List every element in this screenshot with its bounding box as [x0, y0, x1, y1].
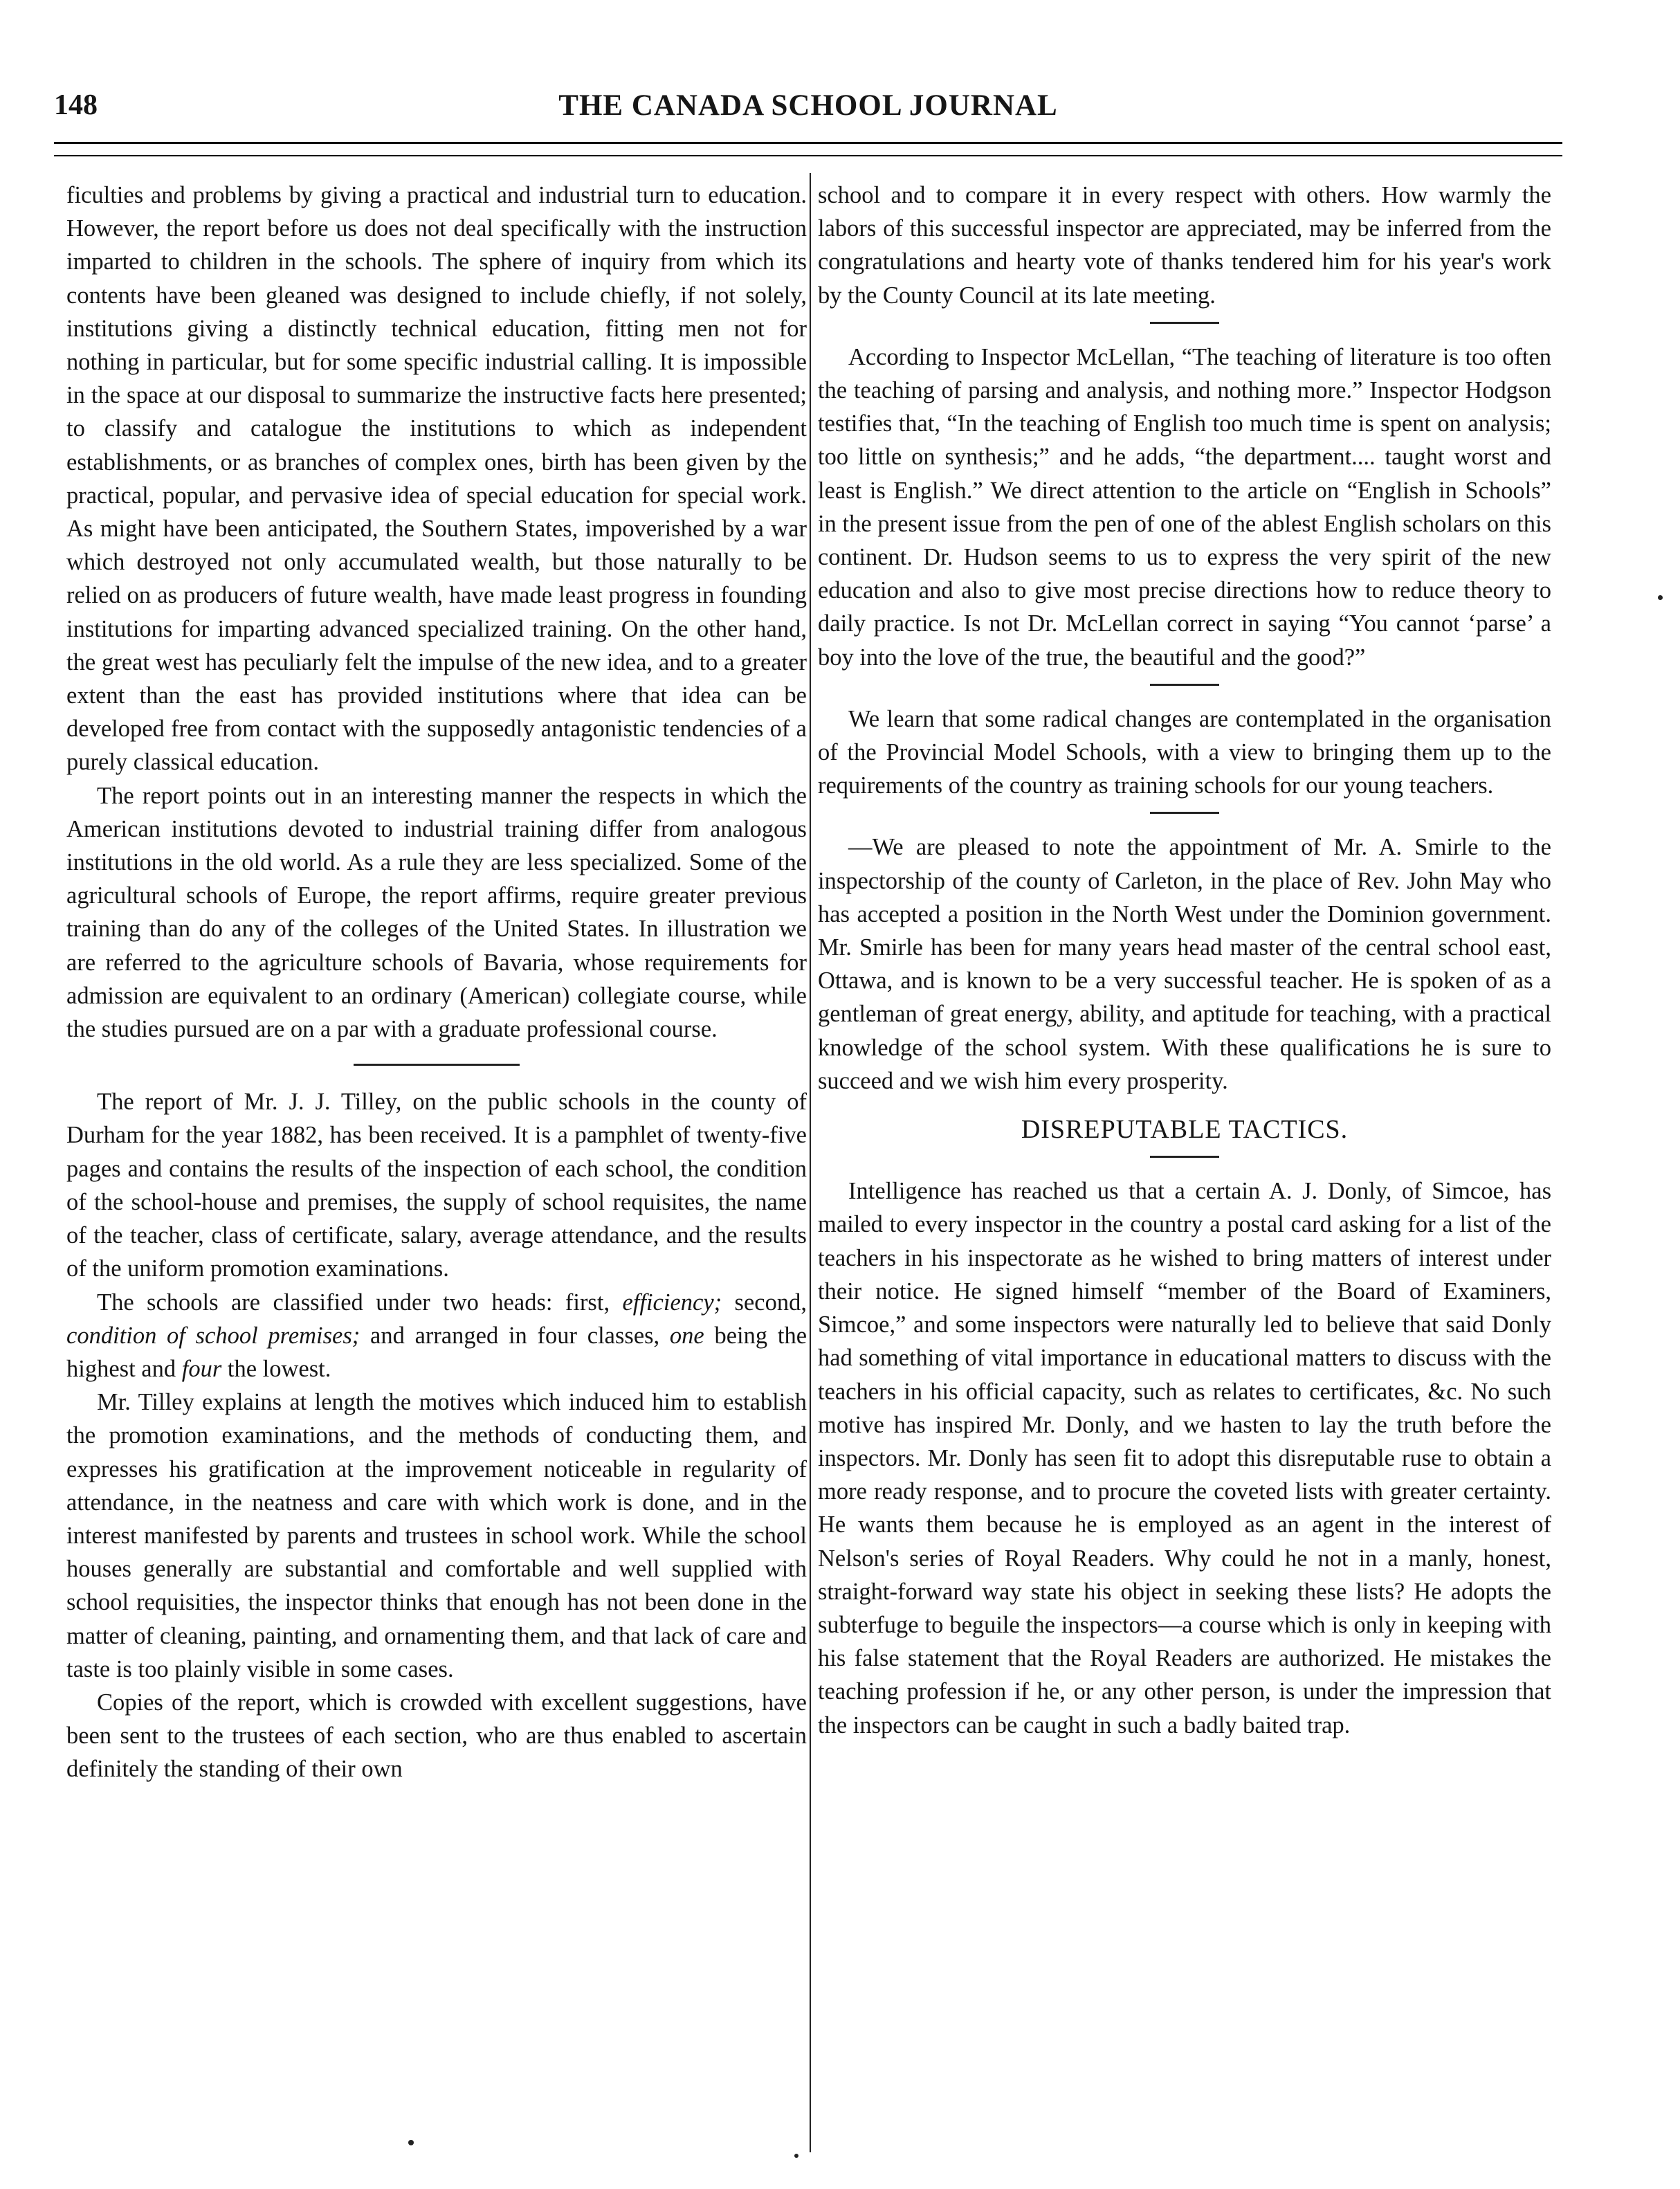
- paragraph: school and to compare it in every respect with others. How warmly the labors of this successful inspector are appreciated, may be inferred from the congratulations and hearty vote of thanks tendered him for his year's work by the County Council at its late meeting.: [818, 182, 1551, 309]
- section-heading: DISREPUTABLE TACTICS.: [1021, 1115, 1349, 1145]
- journal-title: THE CANADA SCHOOL JOURNAL: [558, 89, 1058, 122]
- paragraph: ficulties and problems by giving a practical and industrial turn to education. However, the report before us does not deal specifically with the instruction imparted to children in the schools. The sphere of inquiry from which its contents have been gleaned was designed to include chiefly, if not solely, institutions giving a distinctly technical education, fitting men not for nothing in particular, but for some specific industrial calling. It is impossible in the space at our disposal to summarize the instructive facts here presented; to classify and catalogue the institutions to which as independent establishments, or as branches of complex ones, birth has been given by the practical, popular, and pervasive idea of special education for special work. As might have been anticipated, the Southern States, impoverished by a war which destroyed not only accumulated wealth, but those naturally to be relied on as producers of future wealth, have made least progress in founding institutions for imparting advanced specialized training. On the other hand, the great west has peculiarly felt the impulse of the new idea, and to a greater extent than the east has provided institutions where that idea can be developed free from contact with the supposedly antagonistic tendencies of a purely classical education.: [66, 182, 807, 776]
- paragraph: Mr. Tilley explains at length the motives which induced him to establish the promotion examinations, and the methods of conducting them, and expresses his gratification at the improvement noticeable in regularity of attendance, in the neatness and care with which work is done, and in the interest manifested by parents and trustees in school work. While the school houses generally are substantial and comfortable and well supplied with school requisities, the inspector thinks that enough has not been done in the matter of cleaning, painting, and ornamenting them, and that lack of care and taste is too plainly visible in some cases.: [66, 1389, 807, 1682]
- page-number: 148: [54, 89, 98, 121]
- paragraph: We learn that some radical changes are contemplated in the organisation of the Provincial Model Schools, with a view to bringing them up to the requirements of the country as training schools for our young teachers.: [818, 705, 1551, 799]
- section-separator: [354, 1064, 520, 1066]
- print-speck: [794, 2154, 798, 2158]
- section-separator: [1150, 1156, 1219, 1158]
- section-separator: [1150, 684, 1219, 686]
- text-run: The schools are classified under two heads: first,: [97, 1289, 623, 1316]
- print-speck: [408, 2140, 414, 2145]
- page-header: [54, 89, 1562, 144]
- text-run: the lowest.: [221, 1355, 331, 1382]
- paragraph: The report of Mr. J. J. Tilley, on the public schools in the county of Durham for the year 1882, has been received. It is a pamphlet of twenty-five pages and contains the results of the inspection of each school, the condition of the school-house and premises, the supply of school requisites, the name of the teacher, class of certificate, salary, average attendance, and the results of the uniform promotion examinations.: [66, 1089, 807, 1282]
- paragraph: Intelligence has reached us that a certain A. J. Donly, of Simcoe, has mailed to every inspector in the country a postal card asking for a list of the teachers in his inspectorate as he wished to bring matters of interest under their notice. He signed himself “member of the Board of Examiners, Simcoe,” and some inspectors were naturally led to believe that said Donly had something of vital importance in educational matters to discuss with the teachers in his official capacity, such as relates to certificates, &c. No such motive has inspired Mr. Donly, and we hasten to lay the truth before the inspectors. Mr. Donly has seen fit to adopt this disreputable ruse to obtain a more ready response, and to procure the coveted lists with greater certainty. He wants them because he is employed as an agent in the interest of Nelson's series of Royal Readers. Why could he not in a manly, honest, straight-forward way state his object in seeking these lists? He adopts the subterfuge to beguile the inspectors—a course which is only in keeping with his false statement that the Royal Readers are authorized. He mistakes the teaching profession if he, or any other person, is under the impression that the inspectors can be caught in such a badly baited trap.: [818, 1178, 1551, 1738]
- section-separator: [1150, 322, 1219, 324]
- paragraph: The report points out in an interesting manner the respects in which the American institutions devoted to industrial training differ from analogous institutions in the old world. As a rule they are less specialized. Some of the agricultural schools of Europe, the report affirms, require greater previous training than do any of the colleges of the United States. In illustration we are referred to the agriculture schools of Bavaria, whose requirements for admission are equivalent to an ordinary (American) collegiate course, while the studies pursued are on a par with a graduate professional course.: [66, 782, 807, 1043]
- italic-text: four: [181, 1355, 222, 1382]
- text-run: and arranged in four classes,: [360, 1322, 670, 1349]
- left-column: [66, 179, 807, 1786]
- column-divider: [810, 173, 811, 2152]
- paragraph: [66, 1286, 807, 1386]
- header-rule: [54, 142, 1562, 144]
- print-speck: [1658, 595, 1663, 600]
- paragraph: Copies of the report, which is crowded with excellent suggestions, have been sent to the trustees of each section, who are thus enabled to ascertain definitely the standing of their own: [66, 1689, 807, 1783]
- text-run: being the highest and: [66, 1322, 807, 1382]
- section-separator: [1150, 812, 1219, 814]
- text-run: second,: [722, 1289, 807, 1316]
- paragraph: According to Inspector McLellan, “The teaching of literature is too often the teaching of parsing and analysis, and nothing more.” Inspector Hodgson testifies that, “In the teaching of English too much time is spent on analysis; too little on synthesis;” and he adds, “the department.... taught worst and least is English.” We direct attention to the article on “English in Schools” in the present issue from the pen of one of the ablest English scholars on this continent. Dr. Hudson seems to us to express the very spirit of the new education and also to give most precise directions how to reduce theory to daily practice. Is not Dr. McLellan correct in saying “You cannot ‘parse’ a boy into the love of the true, the beautiful and the good?”: [818, 343, 1551, 671]
- italic-text: efficiency;: [622, 1289, 722, 1316]
- header-rule-secondary: [54, 155, 1562, 156]
- italic-text: one: [669, 1322, 704, 1349]
- italic-text: condition of school premises;: [66, 1322, 360, 1349]
- paragraph: —We are pleased to note the appointment of Mr. A. Smirle to the inspectorship of the county of Carleton, in the place of Rev. John May who has accepted a position in the North West under the Dominion government. Mr. Smirle has been for many years head master of the central school east, Ottawa, and is known to be a very successful teacher. He is spoken of as a gentleman of great energy, ability, and aptitude for teaching, with a practical knowledge of the school system. With these qualifications he is sure to succeed and we wish him every prosperity.: [818, 834, 1551, 1094]
- right-column: [818, 179, 1551, 1742]
